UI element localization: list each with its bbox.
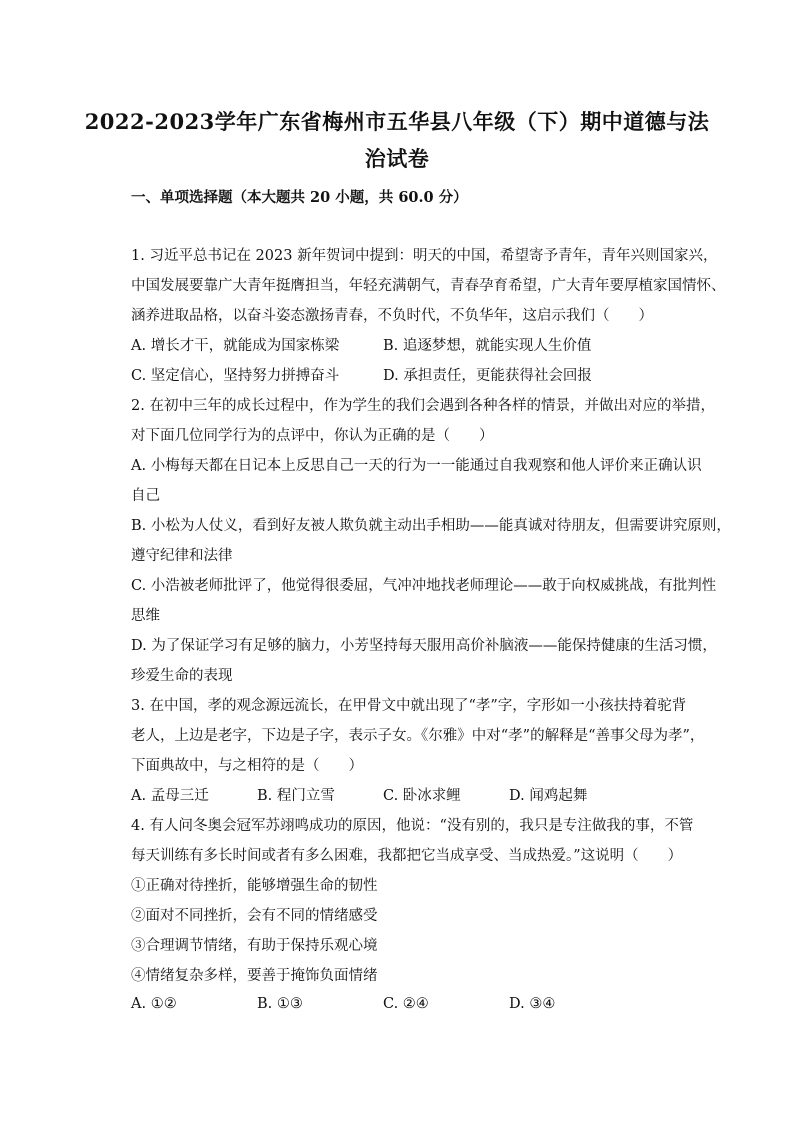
q2-option-a: A. 小梅每天都在日记本上反思自己一天的行为一一能通过自我观察和他人评价来正确认识 <box>131 458 702 474</box>
q3-option-b: B. 程门立雪 <box>257 788 335 804</box>
q2-option-b-cont: 遵守纪律和法律 <box>131 548 233 564</box>
q4-statement-3: ③合理调节情绪，有助于保持乐观心境 <box>131 938 378 954</box>
q3-stem-line: 3. 在中国，孝的观念源远流长，在甲骨文中就出现了“孝”字，字形如一小孩扶持着驼背 <box>131 698 687 714</box>
page-title-line2: 治试卷 <box>364 146 430 171</box>
q1-option-c: C. 坚定信心，坚持努力拼搏奋斗 <box>131 368 340 384</box>
q1-option-d: D. 承担责任，更能获得社会回报 <box>383 368 592 384</box>
section-heading: 一、单项选择题（本大题共 20 小题，共 60.0 分） <box>131 189 468 206</box>
q4-stem-line: 4. 有人问冬奥会冠军苏翊鸣成功的原因，他说：“没有别的，我只是专注做我的事，不管 <box>131 818 694 834</box>
q3-stem-line: 老人，上边是老字，下边是子字，表示子女。《尔雅》中对“孝”的解释是“善事父母为孝”， <box>131 728 705 744</box>
q4-statement-1: ①正确对待挫折，能够增强生命的韧性 <box>131 878 378 894</box>
q2-option-a-cont: 自己 <box>131 488 160 504</box>
q2-option-c-cont: 思维 <box>131 608 160 624</box>
q2-option-c: C. 小浩被老师批评了，他觉得很委屈，气冲冲地找老师理论——敢于向权威挑战，有批判性 <box>131 578 717 594</box>
q2-stem-line: 2. 在初中三年的成长过程中，作为学生的我们会遇到各种各样的情景，并做出对应的举措， <box>131 398 715 414</box>
page-title-line1: 2022-2023学年广东省梅州市五华县八年级（下）期中道德与法 <box>84 109 710 134</box>
q4-option-b: B. ①③ <box>257 996 303 1012</box>
q4-option-d: D. ③④ <box>509 996 556 1012</box>
q4-statement-4: ④情绪复杂多样，要善于掩饰负面情绪 <box>131 968 378 984</box>
q3-stem-line: 下面典故中，与之相符的是（ ） <box>131 758 363 774</box>
q4-option-c: C. ②④ <box>383 996 429 1012</box>
q4-stem-line: 每天训练有多长时间或者有多么困难，我都把它当成享受、当成热爱。”这说明（ ） <box>131 848 683 864</box>
q2-option-b: B. 小松为人仗义，看到好友被人欺负就主动出手相助——能真诚对待朋友，但需要讲究原则， <box>131 518 731 534</box>
q2-option-d-cont: 珍爱生命的表现 <box>131 668 233 684</box>
q4-statement-2: ②面对不同挫折，会有不同的情绪感受 <box>131 908 378 924</box>
q1-stem-line: 涵养进取品格，以奋斗姿态激扬青春，不负时代，不负华年，这启示我们（ ） <box>131 308 653 324</box>
q1-stem-line: 1. 习近平总书记在 2023 新年贺词中提到：明天的中国，希望寄予青年，青年兴则国家兴， <box>131 248 718 264</box>
q4-option-a: A. ①② <box>131 996 177 1012</box>
q2-option-d: D. 为了保证学习有足够的脑力，小芳坚持每天服用高价补脑液——能保持健康的生活习惯， <box>131 638 717 654</box>
q3-option-d: D. 闻鸡起舞 <box>509 788 588 804</box>
q1-option-b: B. 追逐梦想，就能实现人生价值 <box>383 338 592 354</box>
q3-option-c: C. 卧冰求鲤 <box>383 788 461 804</box>
q3-option-a: A. 孟母三迁 <box>131 788 209 804</box>
q1-stem-line: 中国发展要靠广大青年挺膺担当，年轻充满朝气，青春孕育希望，广大青年要厚植家国情怀、 <box>131 278 726 294</box>
q2-stem-line: 对下面几位同学行为的点评中，你认为正确的是（ ） <box>131 428 494 444</box>
q1-option-a: A. 增长才干，就能成为国家栋梁 <box>131 338 340 354</box>
